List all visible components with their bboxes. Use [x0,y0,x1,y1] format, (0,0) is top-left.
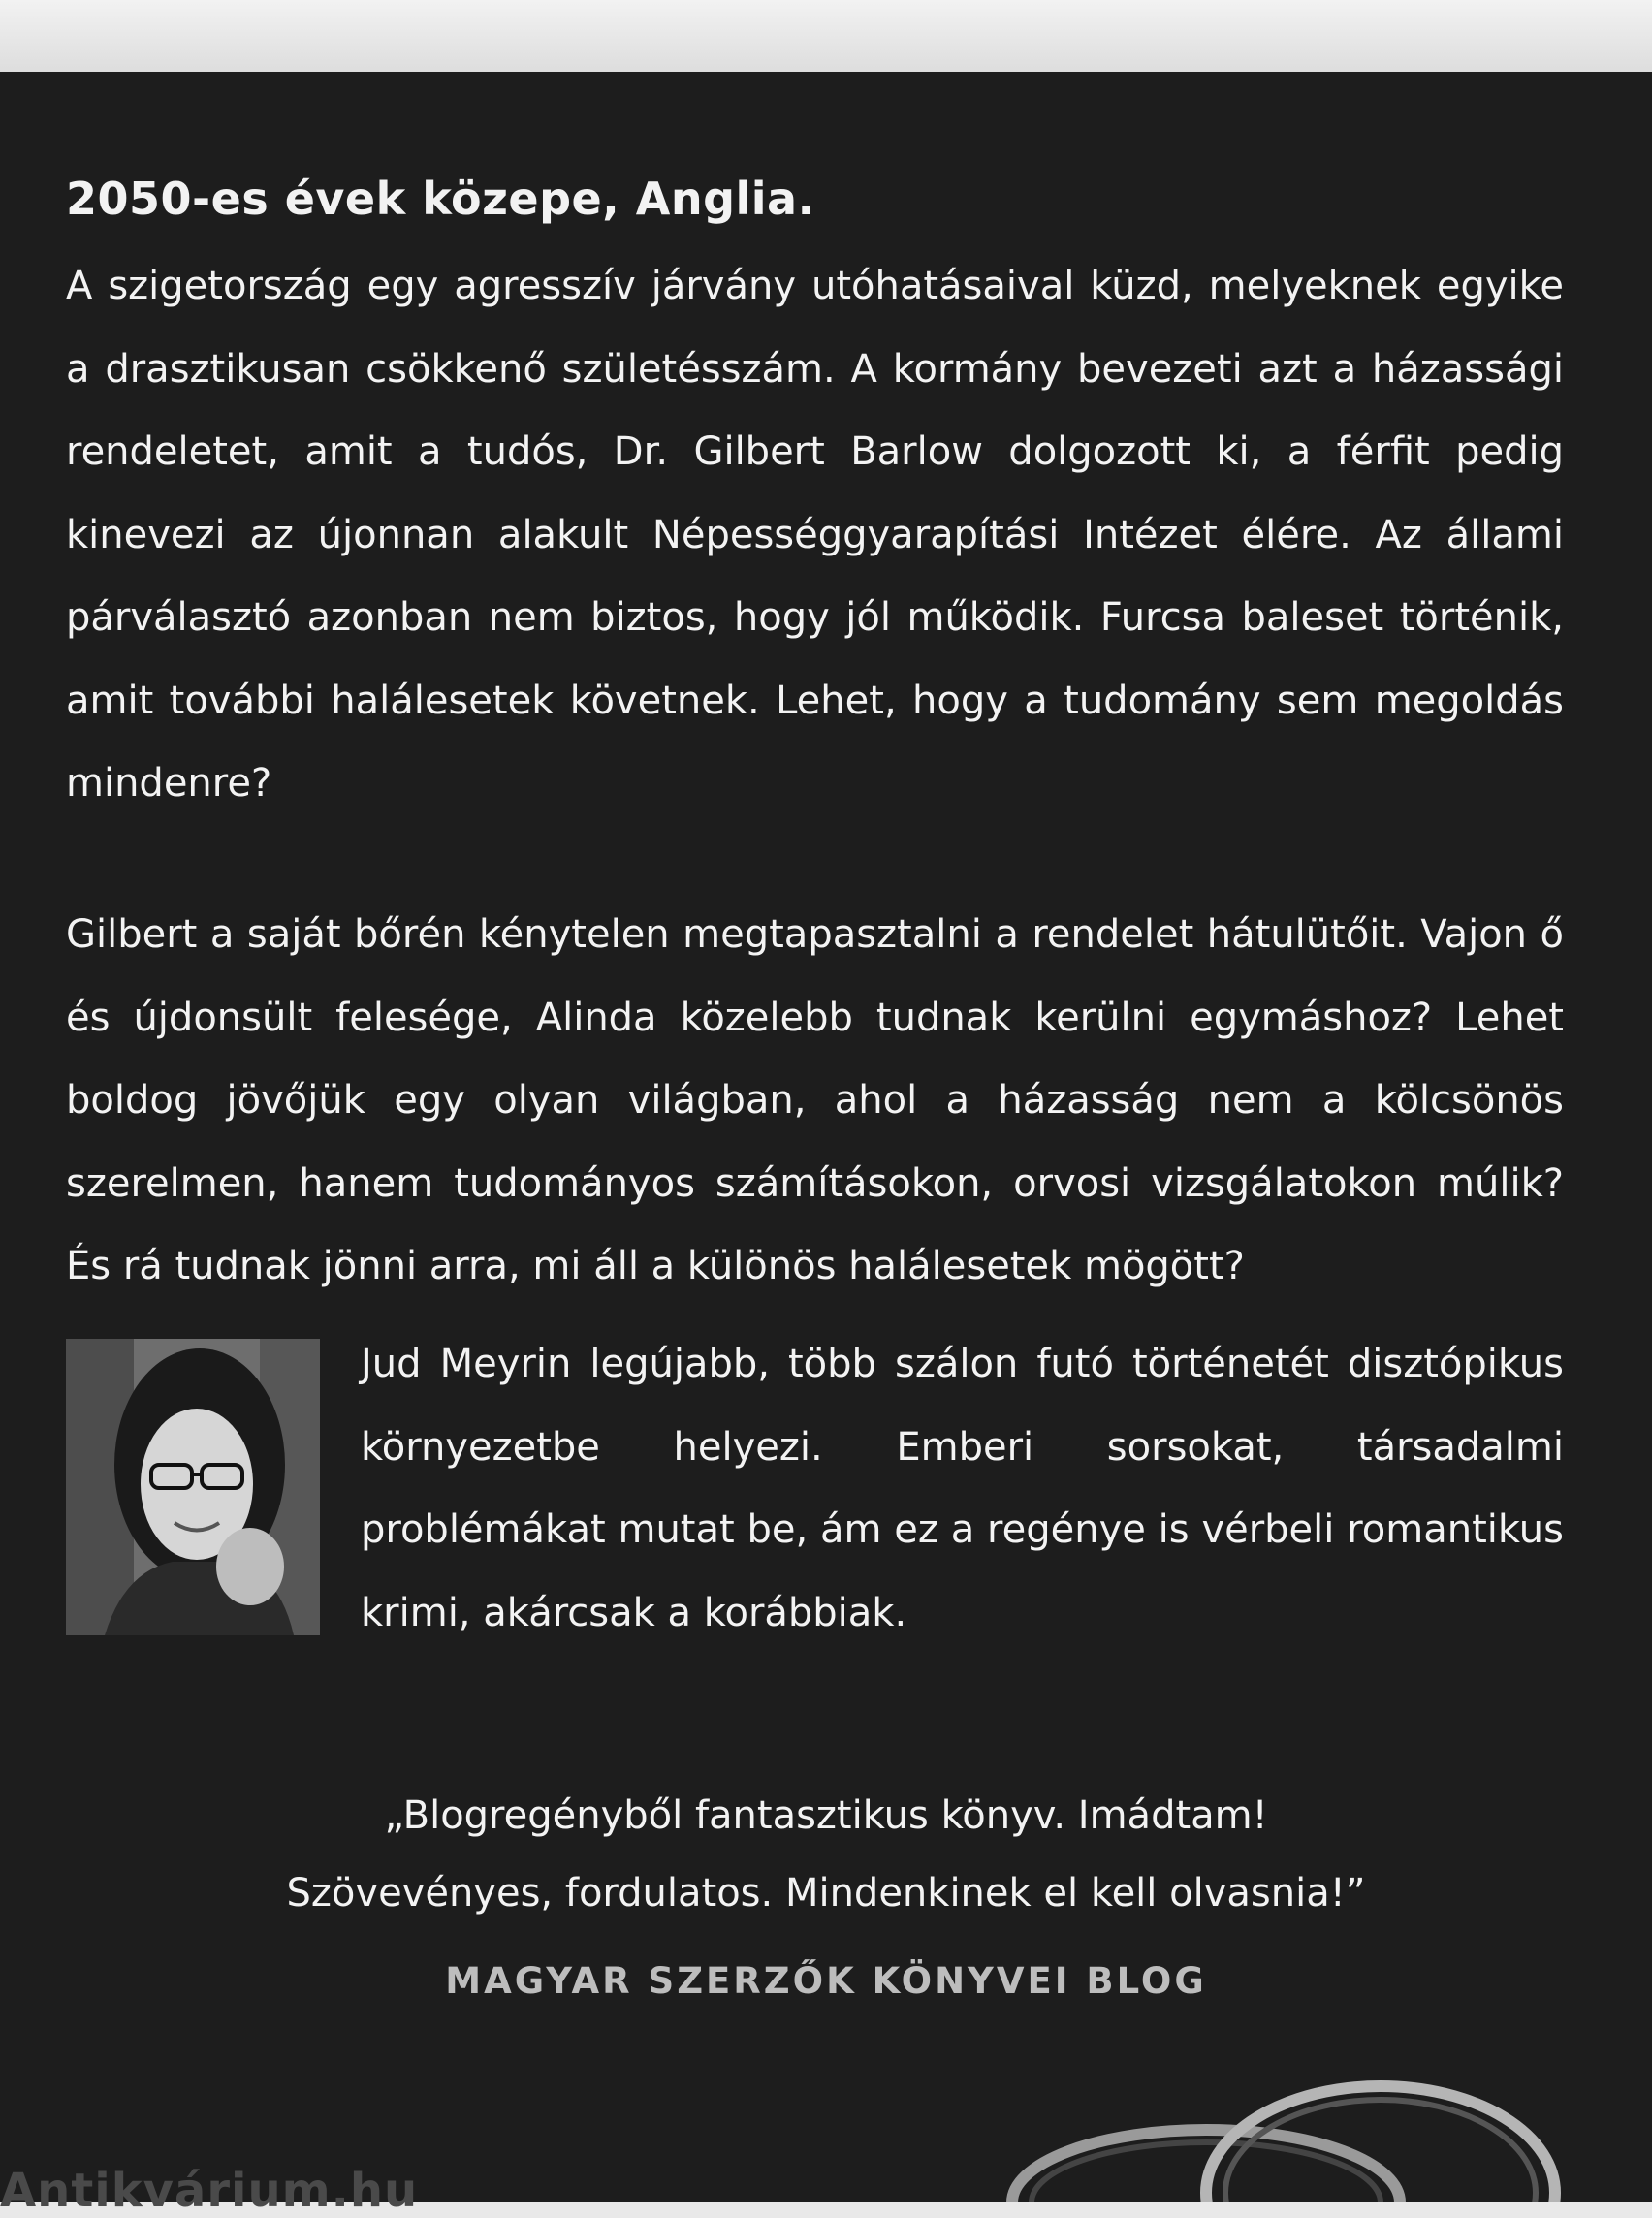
page-top-edge [0,0,1652,76]
author-portrait-image [66,1339,320,1635]
review-quote-line-2: Szövevényes, fordulatos. Mindenkinek el kell olvasnia!” [286,1871,1366,1916]
review-source: MAGYAR SZERZŐK KÖNYVEI BLOG [445,1960,1207,2002]
author-photo [66,1339,320,1635]
review-quote-line-1: „Blogregényből fantasztikus könyv. Imádtam! [384,1793,1268,1838]
blurb-paragraph-2: Gilbert a saját bőrén kénytelen megtapasztalni a rendelet hátulütőit. Vajon ő és újdonsült felesége, Alinda közelebb tudnak kerülni egymáshoz? Lehet boldog jövőjük egy olyan világban, ahol a házasság nem a kölcsönös szerelmen, hanem tudományos számításokon, orvosi vizsgálatokon múlik? És rá tudnak jönni arra, mi áll a különös halálesetek mögött? [66,912,1564,1288]
cover-heading: 2050-es évek közepe, Anglia. [66,173,815,225]
watermark: Antikvárium.hu [0,2164,419,2218]
blurb-paragraph-1: A szigetország egy agresszív járvány utóhatásaival küzd, melyeknek egyike a drasztikusan csökkenő születésszám. A kormány bevezeti azt a házassági rendeletet, amit a tudós, Dr. Gilbert Barlow dolgozott ki, a férfit pedig kinevezi az újonnan alakult Népességgyarapítási Intézet élére. Az állami párválasztó azonban nem biztos, hogy jól működik. Furcsa baleset történik, amit további halálesetek követnek. Lehet, hogy a tudomány sem megoldás mindenre? [66,264,1564,806]
author-bio: Jud Meyrin legújabb, több szálon futó történetét disztópikus környezetbe helyezi. Emberi sorsokat, társadalmi problémákat mutat be, ám ez a regénye is vérbeli romantikus krimi, akárcsak a korábbiak. [361,1342,1564,1635]
wedding-rings-image [973,2038,1652,2202]
